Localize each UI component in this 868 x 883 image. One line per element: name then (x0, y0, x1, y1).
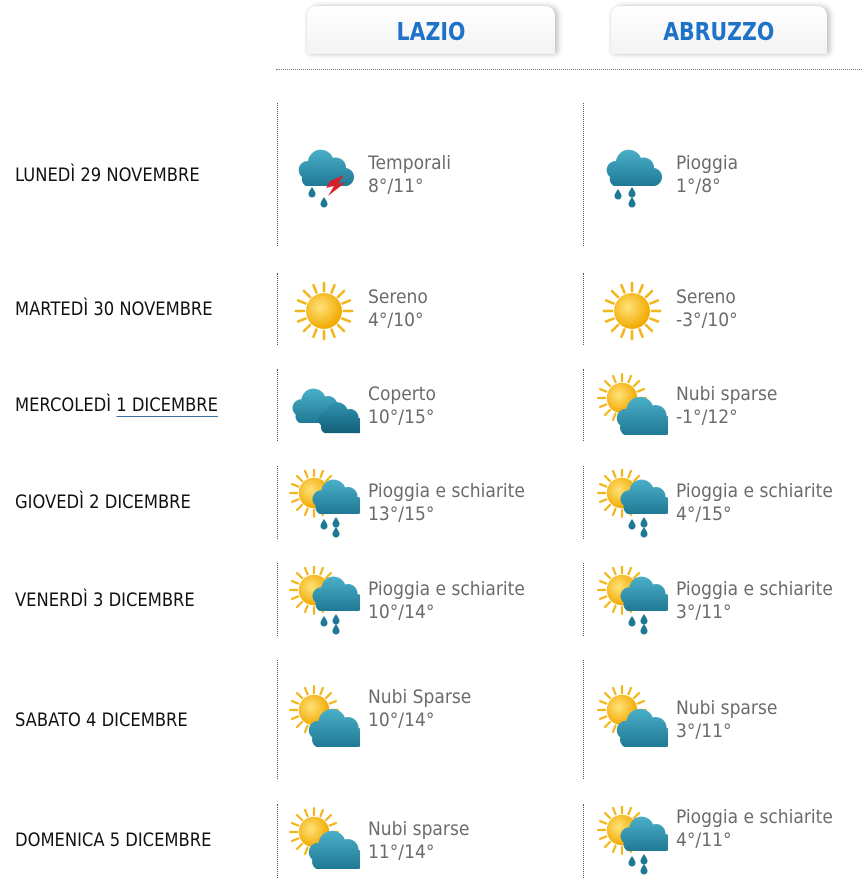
tab-abruzzo-label: ABRUZZO (663, 17, 775, 46)
rain-icon (596, 141, 668, 213)
day-label: VENERDÌ 3 DICEMBRE (15, 589, 195, 611)
column-divider (583, 103, 584, 246)
column-divider (583, 660, 584, 779)
day-label: GIOVEDÌ 2 DICEMBRE (15, 491, 191, 513)
column-divider (583, 273, 584, 345)
temperature-range: 4°/11° (676, 829, 732, 851)
abruzzo-forecast (676, 152, 745, 198)
sun-icon (596, 275, 668, 347)
condition-text: Nubi sparse (676, 697, 778, 719)
temperature-range: 10°/14° (368, 601, 435, 623)
sun-rain-icon (596, 469, 668, 541)
day-label: SABATO 4 DICEMBRE (15, 709, 188, 731)
day-label: DOMENICA 5 DICEMBRE (15, 829, 212, 851)
lazio-forecast (368, 152, 460, 198)
header-divider (276, 69, 862, 70)
sun-rain-icon (288, 469, 360, 541)
column-divider (277, 466, 278, 539)
lazio-forecast (368, 818, 481, 864)
thunderstorm-icon (288, 141, 360, 213)
condition-text: Pioggia e schiarite (368, 578, 525, 600)
temperature-range: -1°/12° (676, 406, 738, 428)
temperature-range: 13°/15° (368, 503, 435, 525)
temperature-range: -3°/10° (676, 309, 738, 331)
partly-cloudy-icon (596, 372, 668, 444)
condition-text: Pioggia e schiarite (676, 480, 833, 502)
lazio-forecast (368, 578, 542, 624)
partly-cloudy-icon (288, 684, 360, 756)
column-divider (277, 660, 278, 779)
lazio-forecast (368, 286, 435, 332)
temperature-range: 11°/14° (368, 841, 435, 863)
temperature-range: 1°/8° (676, 175, 721, 197)
temperature-range: 4°/15° (676, 503, 732, 525)
condition-text: Pioggia e schiarite (676, 578, 833, 600)
day-label-prefix: MERCOLEDÌ (15, 394, 117, 416)
column-divider (277, 103, 278, 246)
temperature-range: 3°/11° (676, 720, 732, 742)
column-divider (277, 804, 278, 878)
column-divider (583, 369, 584, 441)
lazio-forecast (368, 686, 483, 732)
column-divider (277, 273, 278, 345)
temperature-range: 10°/15° (368, 406, 435, 428)
condition-text: Coperto (368, 383, 436, 405)
condition-text: Temporali (368, 152, 452, 174)
tab-lazio-label: LAZIO (396, 17, 466, 46)
partly-cloudy-icon (288, 806, 360, 878)
column-divider (583, 563, 584, 636)
day-label: LUNEDÌ 29 NOVEMBRE (15, 164, 200, 186)
abruzzo-forecast (676, 383, 789, 429)
temperature-range: 10°/14° (368, 709, 435, 731)
lazio-forecast (368, 383, 444, 429)
lazio-forecast (368, 480, 542, 526)
partly-cloudy-icon (596, 684, 668, 756)
sun-rain-icon (288, 566, 360, 638)
abruzzo-forecast (676, 480, 850, 526)
condition-text: Nubi sparse (676, 383, 778, 405)
sun-icon (288, 275, 360, 347)
abruzzo-forecast (676, 697, 789, 743)
column-divider (583, 804, 584, 878)
sun-rain-icon (596, 806, 668, 878)
column-divider (277, 369, 278, 441)
day-label-link[interactable]: 1 DICEMBRE (116, 394, 218, 416)
condition-text: Nubi sparse (368, 818, 470, 840)
column-divider (277, 563, 278, 636)
temperature-range: 8°/11° (368, 175, 424, 197)
condition-text: Sereno (676, 286, 736, 308)
temperature-range: 4°/10° (368, 309, 424, 331)
tab-abruzzo[interactable] (611, 6, 827, 54)
column-divider (583, 466, 584, 539)
tab-lazio[interactable] (307, 6, 555, 54)
sun-rain-icon (596, 566, 668, 638)
condition-text: Pioggia (676, 152, 739, 174)
condition-text: Pioggia e schiarite (368, 480, 525, 502)
abruzzo-forecast (676, 578, 850, 624)
condition-text: Sereno (368, 286, 428, 308)
temperature-range: 3°/11° (676, 601, 732, 623)
overcast-icon (288, 372, 360, 444)
day-label: MARTEDÌ 30 NOVEMBRE (15, 298, 213, 320)
abruzzo-forecast (676, 806, 850, 852)
condition-text: Pioggia e schiarite (676, 806, 833, 828)
condition-text: Nubi Sparse (368, 686, 472, 708)
day-label (15, 394, 251, 416)
abruzzo-forecast (676, 286, 745, 332)
